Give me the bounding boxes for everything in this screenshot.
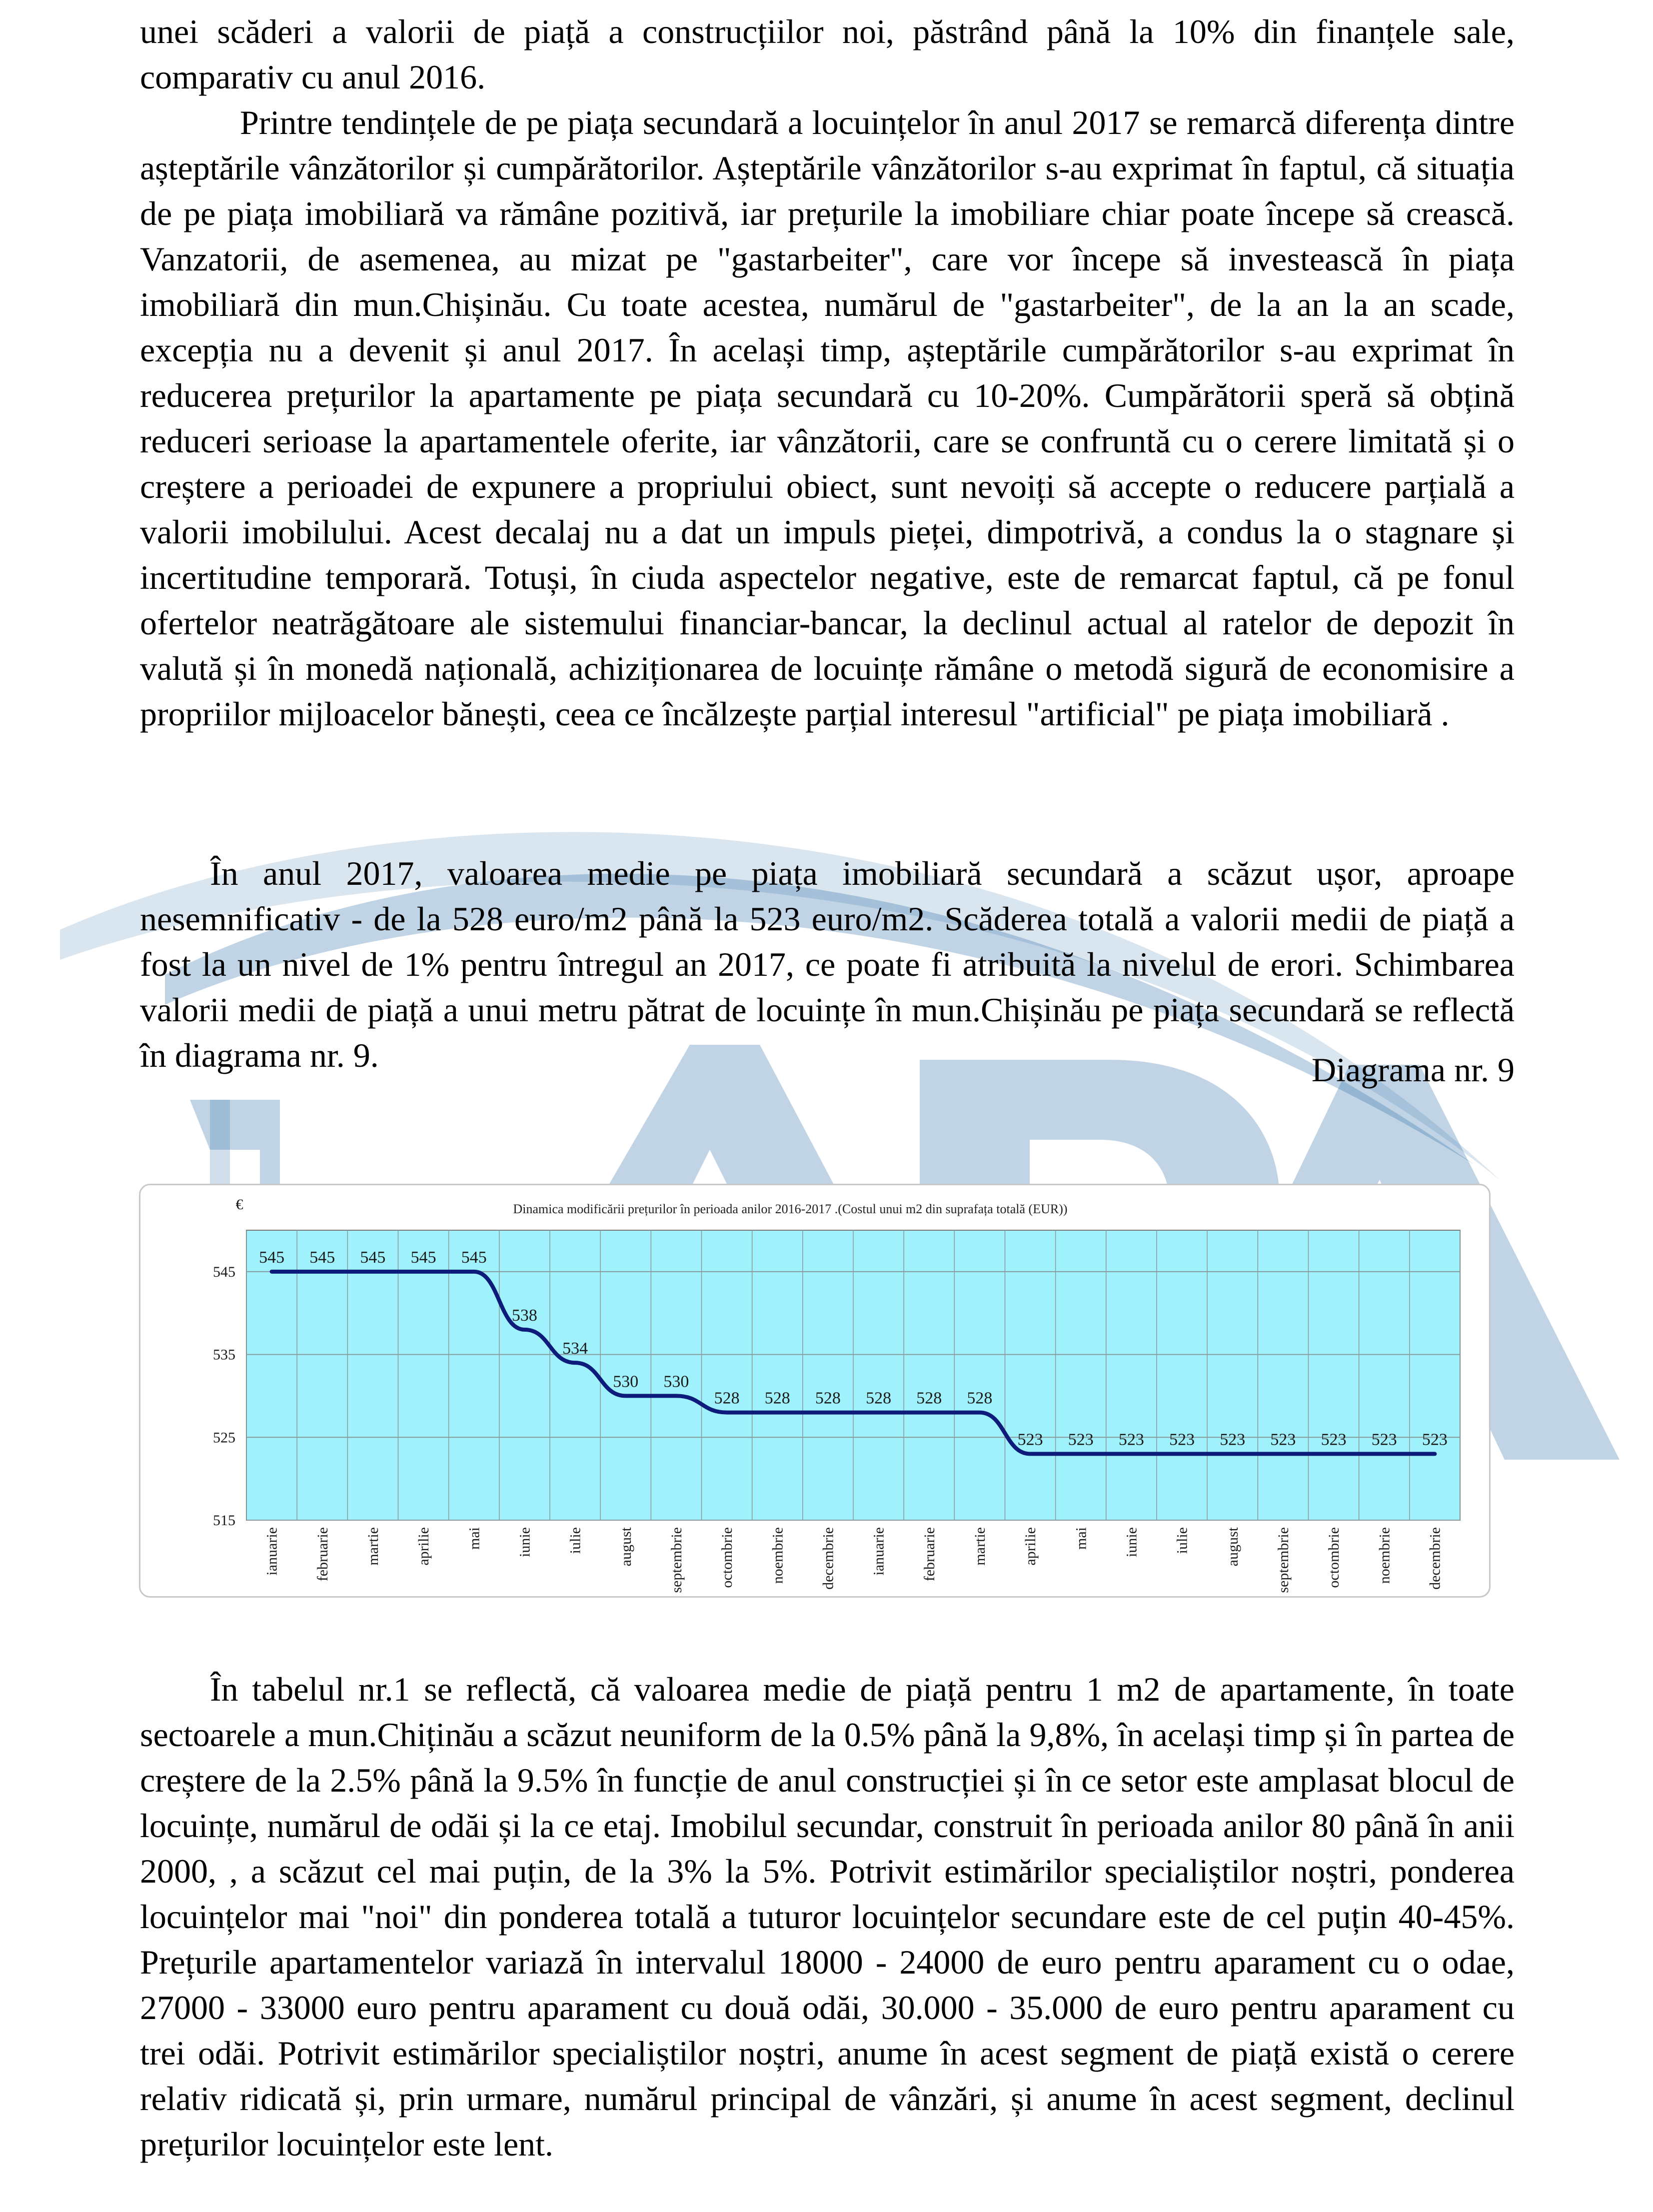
x-tick-label: iulie <box>1174 1527 1191 1554</box>
x-tick-label: martie <box>971 1527 988 1566</box>
data-point-label: 528 <box>764 1389 790 1408</box>
paragraph-3: În anul 2017, valoarea medie pe piața imobiliară secundară a scăzut ușor, aproape nesemnificativ - de la 528 euro/m2 până la 523 euro/m2. Scăderea totală a valorii medii de piață a fost la un nivel de 1% pentru întregul an 2017, ce poate fi atribuită la nivelul de erori. Schimbarea valorii medii de piață a unui metru pătrat de locuințe în mun.Chișinău pe piața secundară se reflectă în diagrama nr. 9. <box>140 854 1515 1074</box>
x-tick-label: noembrie <box>1376 1527 1393 1584</box>
data-point-label: 523 <box>1169 1430 1195 1449</box>
data-point-label: 528 <box>916 1389 942 1408</box>
y-tick-label: 515 <box>213 1512 235 1529</box>
data-point-label: 523 <box>1220 1430 1246 1449</box>
x-tick-label: august <box>1224 1527 1241 1567</box>
x-tick-label: septembrie <box>668 1527 685 1593</box>
data-point-label: 523 <box>1068 1430 1094 1449</box>
x-tick-label: martie <box>364 1527 381 1566</box>
chart-title: Dinamica modificării prețurilor în perioada anilor 2016-2017 .(Costul unui m2 din suprafața totală (EUR)) <box>513 1202 1068 1216</box>
x-tick-label: februarie <box>314 1527 331 1582</box>
x-tick-label: februarie <box>921 1527 938 1582</box>
x-tick-label: noembrie <box>769 1527 786 1584</box>
x-tick-label: aprilie <box>1022 1527 1039 1566</box>
x-tick-label: august <box>617 1527 634 1567</box>
x-tick-label: iunie <box>516 1527 533 1557</box>
data-point-label: 534 <box>562 1339 588 1358</box>
y-axis-ticks <box>213 1264 235 1529</box>
x-tick-label: septembrie <box>1275 1527 1292 1593</box>
data-point-label: 523 <box>1321 1430 1347 1449</box>
data-point-label: 523 <box>1118 1430 1144 1449</box>
data-point-label: 528 <box>815 1389 841 1408</box>
x-axis-ticks <box>264 1527 1444 1593</box>
data-point-label: 523 <box>1017 1430 1043 1449</box>
x-tick-label: iunie <box>1123 1527 1140 1557</box>
y-tick-label: 525 <box>213 1429 235 1446</box>
data-point-label: 523 <box>1371 1430 1397 1449</box>
y-tick-label: 545 <box>213 1263 235 1280</box>
data-point-label: 545 <box>259 1248 285 1267</box>
x-tick-label: octombrie <box>719 1527 736 1588</box>
diagram-caption: Diagrama nr. 9 <box>1312 1051 1515 1089</box>
paragraph-4: În tabelul nr.1 se reflectă, că valoarea medie de piață pentru 1 m2 de apartamente, în toate sectoarele a mun.Chiținău a scăzut neuniform de la 0.5% până la 9,8%, în același timp și în partea de creștere de la 2.5% până la 9.5% în funcție de anul construcției și în ce setor este amplasat blocul de locuințe, numărul de odăi și la ce etaj. Imobilul secundar, construit în perioada anilor 80 până în anii 2000, , a scăzut cel mai puțin, de la 3% la 5%. Potrivit estimărilor specialiștilor noștri, ponderea locuințelor mai "noi" din ponderea totală a tuturor locuințelor secundare este de cel puțin 40-45%. Prețurile apartamentelor variază în intervalul 18000 - 24000 de euro pentru aparament cu o odae, 27000 - 33000 euro pentru aparament cu două odăi, 30.000 - 35.000 de euro pentru aparament cu trei odăi. Potrivit estimărilor specialiștilor noștri, anume în acest segment de piață există o cerere relativ ridicată și, prin urmare, numărul principal de vânzări, și anume în acest segment, declinul prețurilor locuințelor este lent. <box>140 1670 1515 2163</box>
data-point-label: 545 <box>360 1248 386 1267</box>
chart-svg <box>140 1185 1492 1599</box>
x-tick-label: ianuarie <box>870 1527 887 1576</box>
data-point-label: 528 <box>866 1389 892 1408</box>
x-tick-label: ianuarie <box>263 1527 280 1576</box>
x-tick-label: iulie <box>567 1527 584 1554</box>
data-point-label: 545 <box>410 1248 436 1267</box>
data-point-label: 545 <box>461 1248 487 1267</box>
y-axis-unit-label: € <box>235 1196 243 1213</box>
data-point-label: 528 <box>714 1389 740 1408</box>
x-tick-label: mai <box>1073 1527 1090 1550</box>
data-point-label: 528 <box>967 1389 993 1408</box>
data-point-label: 538 <box>511 1306 537 1325</box>
x-tick-label: octombrie <box>1326 1527 1343 1588</box>
data-point-label: 523 <box>1422 1430 1448 1449</box>
x-tick-label: aprilie <box>415 1527 432 1566</box>
x-tick-label: mai <box>466 1527 483 1550</box>
y-tick-label: 535 <box>213 1346 235 1363</box>
data-point-label: 523 <box>1270 1430 1296 1449</box>
data-point-label: 530 <box>663 1372 689 1391</box>
data-point-label: 530 <box>613 1372 639 1391</box>
price-dynamics-chart <box>139 1184 1491 1598</box>
x-tick-label: decembrie <box>820 1527 837 1590</box>
paragraph-1: unei scăderi a valorii de piață a construcțiilor noi, păstrând până la 10% din finanțele sale, comparativ cu anul 2016. <box>140 12 1515 96</box>
paragraph-2: Printre tendințele de pe piața secundară a locuințelor în anul 2017 se remarcă diferența dintre așteptările vânzătorilor și cumpărătorilor. Așteptările vânzătorilor s-au exprimat în faptul, că situația de pe piața imobiliară va rămâne pozitivă, iar prețurile la imobiliare chiar poate începe să crească. Vanzatorii, de asemenea, au mizat pe "gastarbeiter", care vor începe să investească în piața imobiliară din mun.Chișinău. Cu toate acestea, numărul de "gastarbeiter", de la an la an scade, excepția nu a devenit și anul 2017. În același timp, așteptările cumpărătorilor s-au exprimat în reducerea prețurilor la apartamente pe piața secundară cu 10-20%. Cumpărătorii speră să obțină reduceri serioase la apartamentele oferite, iar vânzătorii, care se confruntă cu o cerere limitată și o creștere a perioadei de expunere a propriului obiect, sunt nevoiți să accepte o reducere parțială a valorii imobilului. Acest decalaj nu a dat un impuls pieței, dimpotrivă, a condus la o stagnare și incertitudine temporară. Totuși, în ciuda aspectelor negative, este de remarcat faptul, că pe fonul ofertelor neatrăgătoare ale sistemului financiar-bancar, la declinul actual al ratelor de depozit în valută și în monedă națională, achiziționarea de locuințe rămâne o metodă sigură de economisire a propriilor mijloacelor bănești, ceea ce încălzește parțial interesul "artificial" pe piața imobiliară . <box>140 103 1515 733</box>
data-point-label: 545 <box>309 1248 335 1267</box>
x-tick-label: decembrie <box>1427 1527 1444 1590</box>
